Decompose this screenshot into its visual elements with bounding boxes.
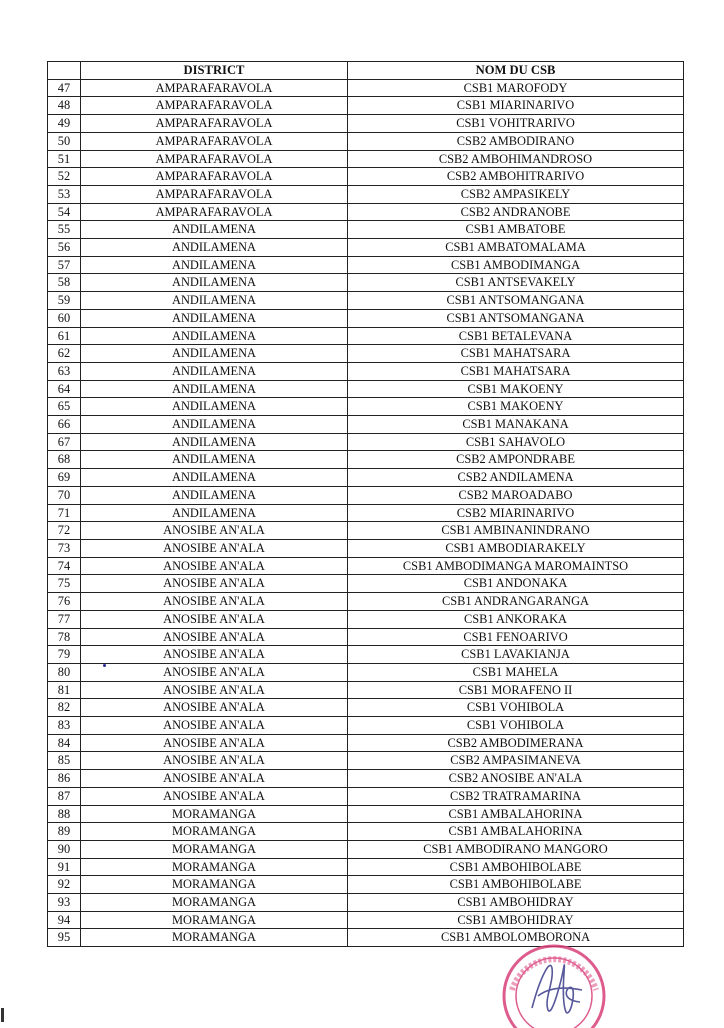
table-row <box>48 734 684 752</box>
row-district: AMPARAFARAVOLA <box>81 79 348 97</box>
row-csb-name: CSB1 AMBOHIDRAY <box>348 911 684 929</box>
table-row <box>48 699 684 717</box>
row-csb-name: CSB1 MAROFODY <box>348 79 684 97</box>
table-row <box>48 185 684 203</box>
row-csb-name: CSB2 AMBODIMERANA <box>348 734 684 752</box>
row-district: ANOSIBE AN'ALA <box>81 734 348 752</box>
row-number: 83 <box>48 717 81 735</box>
table-row <box>48 469 684 487</box>
table-row <box>48 876 684 894</box>
row-number: 47 <box>48 79 81 97</box>
table-row <box>48 327 684 345</box>
row-district: ANOSIBE AN'ALA <box>81 628 348 646</box>
table-row <box>48 345 684 363</box>
table-row <box>48 823 684 841</box>
row-district: MORAMANGA <box>81 823 348 841</box>
row-csb-name: CSB2 MIARINARIVO <box>348 504 684 522</box>
row-number: 49 <box>48 115 81 133</box>
table-row <box>48 539 684 557</box>
row-csb-name: CSB2 ANDILAMENA <box>348 469 684 487</box>
row-district: MORAMANGA <box>81 805 348 823</box>
row-district: ANDILAMENA <box>81 451 348 469</box>
row-csb-name: CSB1 MANAKANA <box>348 416 684 434</box>
row-district: ANOSIBE AN'ALA <box>81 646 348 664</box>
row-number: 67 <box>48 433 81 451</box>
row-csb-name: CSB2 TRATRAMARINA <box>348 787 684 805</box>
row-csb-name: CSB2 AMPASIMANEVA <box>348 752 684 770</box>
row-district: ANDILAMENA <box>81 398 348 416</box>
row-district: AMPARAFARAVOLA <box>81 168 348 186</box>
row-csb-name: CSB1 AMBINANINDRANO <box>348 522 684 540</box>
row-number: 57 <box>48 256 81 274</box>
row-csb-name: CSB1 LAVAKIANJA <box>348 646 684 664</box>
row-district: ANDILAMENA <box>81 380 348 398</box>
row-number: 70 <box>48 486 81 504</box>
row-csb-name: CSB2 ANDRANOBE <box>348 203 684 221</box>
row-number: 91 <box>48 858 81 876</box>
table-row <box>48 486 684 504</box>
table-row <box>48 239 684 257</box>
row-number: 50 <box>48 132 81 150</box>
stamp-seal <box>504 946 604 1028</box>
row-csb-name: CSB1 MAHATSARA <box>348 345 684 363</box>
row-district: AMPARAFARAVOLA <box>81 132 348 150</box>
row-csb-name: CSB1 AMBOHIBOLABE <box>348 858 684 876</box>
ink-dot <box>103 664 106 667</box>
row-district: ANOSIBE AN'ALA <box>81 522 348 540</box>
table-row <box>48 522 684 540</box>
row-csb-name: CSB1 MIARINARIVO <box>348 97 684 115</box>
table-row <box>48 274 684 292</box>
row-number: 80 <box>48 663 81 681</box>
row-number: 51 <box>48 150 81 168</box>
table-row <box>48 894 684 912</box>
row-district: MORAMANGA <box>81 858 348 876</box>
row-number: 92 <box>48 876 81 894</box>
table-row <box>48 752 684 770</box>
table-row <box>48 575 684 593</box>
row-csb-name: CSB2 AMBODIRANO <box>348 132 684 150</box>
row-csb-name: CSB1 MORAFENO II <box>348 681 684 699</box>
row-number: 72 <box>48 522 81 540</box>
table-row <box>48 451 684 469</box>
csb-table <box>47 61 684 947</box>
row-district: ANDILAMENA <box>81 469 348 487</box>
row-number: 95 <box>48 929 81 947</box>
row-number: 74 <box>48 557 81 575</box>
table-row <box>48 593 684 611</box>
row-district: ANOSIBE AN'ALA <box>81 557 348 575</box>
row-csb-name: CSB1 AMBODIMANGA <box>348 256 684 274</box>
row-district: ANDILAMENA <box>81 327 348 345</box>
row-district: ANOSIBE AN'ALA <box>81 717 348 735</box>
row-district: ANDILAMENA <box>81 416 348 434</box>
row-district: ANOSIBE AN'ALA <box>81 699 348 717</box>
row-district: ANDILAMENA <box>81 433 348 451</box>
official-stamp <box>492 938 612 1028</box>
row-csb-name: CSB1 MAHATSARA <box>348 362 684 380</box>
table-row <box>48 150 684 168</box>
header-csb-name: NOM DU CSB <box>348 62 684 80</box>
row-csb-name: CSB1 ANKORAKA <box>348 610 684 628</box>
row-district: ANDILAMENA <box>81 239 348 257</box>
row-csb-name: CSB2 ANOSIBE AN'ALA <box>348 770 684 788</box>
table-row <box>48 97 684 115</box>
row-csb-name: CSB1 MAKOENY <box>348 380 684 398</box>
row-number: 54 <box>48 203 81 221</box>
table-row <box>48 362 684 380</box>
row-number: 86 <box>48 770 81 788</box>
row-csb-name: CSB1 AMBOHIDRAY <box>348 894 684 912</box>
row-number: 75 <box>48 575 81 593</box>
row-csb-name: CSB1 AMBOLOMBORONA <box>348 929 684 947</box>
row-district: MORAMANGA <box>81 911 348 929</box>
row-csb-name: CSB2 AMBOHIMANDROSO <box>348 150 684 168</box>
row-district: MORAMANGA <box>81 929 348 947</box>
row-district: MORAMANGA <box>81 840 348 858</box>
row-number: 56 <box>48 239 81 257</box>
row-number: 88 <box>48 805 81 823</box>
table-row <box>48 416 684 434</box>
table-row <box>48 79 684 97</box>
row-number: 76 <box>48 593 81 611</box>
table-body <box>48 79 684 946</box>
table-row <box>48 256 684 274</box>
row-number: 93 <box>48 894 81 912</box>
row-csb-name: CSB1 AMBODIARAKELY <box>348 539 684 557</box>
table-row <box>48 805 684 823</box>
row-csb-name: CSB1 VOHIBOLA <box>348 717 684 735</box>
row-number: 58 <box>48 274 81 292</box>
row-csb-name: CSB1 AMBOHIBOLABE <box>348 876 684 894</box>
row-number: 60 <box>48 309 81 327</box>
row-number: 63 <box>48 362 81 380</box>
table-row <box>48 770 684 788</box>
table-row <box>48 681 684 699</box>
row-number: 89 <box>48 823 81 841</box>
table-row <box>48 787 684 805</box>
table-row <box>48 221 684 239</box>
row-csb-name: CSB1 AMBODIRANO MANGORO <box>348 840 684 858</box>
row-number: 59 <box>48 292 81 310</box>
row-district: ANDILAMENA <box>81 362 348 380</box>
header-district: DISTRICT <box>81 62 348 80</box>
row-district: ANDILAMENA <box>81 504 348 522</box>
row-csb-name: CSB1 MAKOENY <box>348 398 684 416</box>
row-csb-name: CSB1 ANTSOMANGANA <box>348 309 684 327</box>
signature <box>532 965 582 1013</box>
row-district: ANDILAMENA <box>81 486 348 504</box>
table-row <box>48 398 684 416</box>
row-number: 81 <box>48 681 81 699</box>
row-csb-name: CSB1 MAHELA <box>348 663 684 681</box>
row-district: AMPARAFARAVOLA <box>81 97 348 115</box>
table-header-row <box>48 62 684 80</box>
header-number <box>48 62 81 80</box>
table-row <box>48 380 684 398</box>
row-number: 94 <box>48 911 81 929</box>
row-csb-name: CSB2 MAROADABO <box>348 486 684 504</box>
row-number: 66 <box>48 416 81 434</box>
row-csb-name: CSB2 AMPONDRABE <box>348 451 684 469</box>
row-district: ANOSIBE AN'ALA <box>81 575 348 593</box>
row-district: ANDILAMENA <box>81 221 348 239</box>
row-number: 64 <box>48 380 81 398</box>
row-csb-name: CSB1 AMBATOMALAMA <box>348 239 684 257</box>
row-number: 78 <box>48 628 81 646</box>
row-number: 84 <box>48 734 81 752</box>
row-csb-name: CSB1 SAHAVOLO <box>348 433 684 451</box>
row-district: MORAMANGA <box>81 894 348 912</box>
row-district: AMPARAFARAVOLA <box>81 115 348 133</box>
row-district: ANOSIBE AN'ALA <box>81 539 348 557</box>
row-number: 73 <box>48 539 81 557</box>
row-number: 69 <box>48 469 81 487</box>
row-number: 53 <box>48 185 81 203</box>
table-row <box>48 309 684 327</box>
row-csb-name: CSB1 AMBODIMANGA MAROMAINTSO <box>348 557 684 575</box>
row-district: ANDILAMENA <box>81 256 348 274</box>
row-number: 55 <box>48 221 81 239</box>
table-row <box>48 840 684 858</box>
row-number: 90 <box>48 840 81 858</box>
row-csb-name: CSB1 VOHIBOLA <box>348 699 684 717</box>
row-district: AMPARAFARAVOLA <box>81 185 348 203</box>
row-number: 65 <box>48 398 81 416</box>
row-number: 77 <box>48 610 81 628</box>
row-number: 85 <box>48 752 81 770</box>
row-district: ANOSIBE AN'ALA <box>81 787 348 805</box>
row-district: ANOSIBE AN'ALA <box>81 610 348 628</box>
row-number: 71 <box>48 504 81 522</box>
row-district: AMPARAFARAVOLA <box>81 203 348 221</box>
row-district: ANDILAMENA <box>81 345 348 363</box>
row-csb-name: CSB2 AMPASIKELY <box>348 185 684 203</box>
row-number: 61 <box>48 327 81 345</box>
row-csb-name: CSB1 ANTSEVAKELY <box>348 274 684 292</box>
row-csb-name: CSB1 ANDRANGARANGA <box>348 593 684 611</box>
row-number: 48 <box>48 97 81 115</box>
row-district: ANOSIBE AN'ALA <box>81 593 348 611</box>
scan-edge-mark <box>1 1008 4 1022</box>
row-csb-name: CSB1 ANDONAKA <box>348 575 684 593</box>
table-row <box>48 858 684 876</box>
table-row <box>48 610 684 628</box>
row-csb-name: CSB1 FENOARIVO <box>348 628 684 646</box>
row-number: 68 <box>48 451 81 469</box>
table-row <box>48 433 684 451</box>
table-row <box>48 911 684 929</box>
row-district: AMPARAFARAVOLA <box>81 150 348 168</box>
row-csb-name: CSB1 ANTSOMANGANA <box>348 292 684 310</box>
row-district: ANOSIBE AN'ALA <box>81 681 348 699</box>
row-csb-name: CSB1 VOHITRARIVO <box>348 115 684 133</box>
row-csb-name: CSB1 BETALEVANA <box>348 327 684 345</box>
row-number: 82 <box>48 699 81 717</box>
row-csb-name: CSB2 AMBOHITRARIVO <box>348 168 684 186</box>
row-district: ANOSIBE AN'ALA <box>81 663 348 681</box>
table-row <box>48 557 684 575</box>
table-row <box>48 292 684 310</box>
row-district: ANOSIBE AN'ALA <box>81 770 348 788</box>
row-number: 52 <box>48 168 81 186</box>
row-district: ANDILAMENA <box>81 309 348 327</box>
table-row <box>48 717 684 735</box>
row-district: ANDILAMENA <box>81 292 348 310</box>
table-row <box>48 115 684 133</box>
table-row <box>48 203 684 221</box>
row-csb-name: CSB1 AMBALAHORINA <box>348 805 684 823</box>
row-number: 79 <box>48 646 81 664</box>
row-csb-name: CSB1 AMBALAHORINA <box>348 823 684 841</box>
table-row <box>48 168 684 186</box>
row-district: ANDILAMENA <box>81 274 348 292</box>
table-row <box>48 628 684 646</box>
row-district: ANOSIBE AN'ALA <box>81 752 348 770</box>
row-number: 62 <box>48 345 81 363</box>
table-row <box>48 646 684 664</box>
row-district: MORAMANGA <box>81 876 348 894</box>
table-row <box>48 132 684 150</box>
table-row <box>48 504 684 522</box>
row-number: 87 <box>48 787 81 805</box>
table-row <box>48 663 684 681</box>
row-csb-name: CSB1 AMBATOBE <box>348 221 684 239</box>
